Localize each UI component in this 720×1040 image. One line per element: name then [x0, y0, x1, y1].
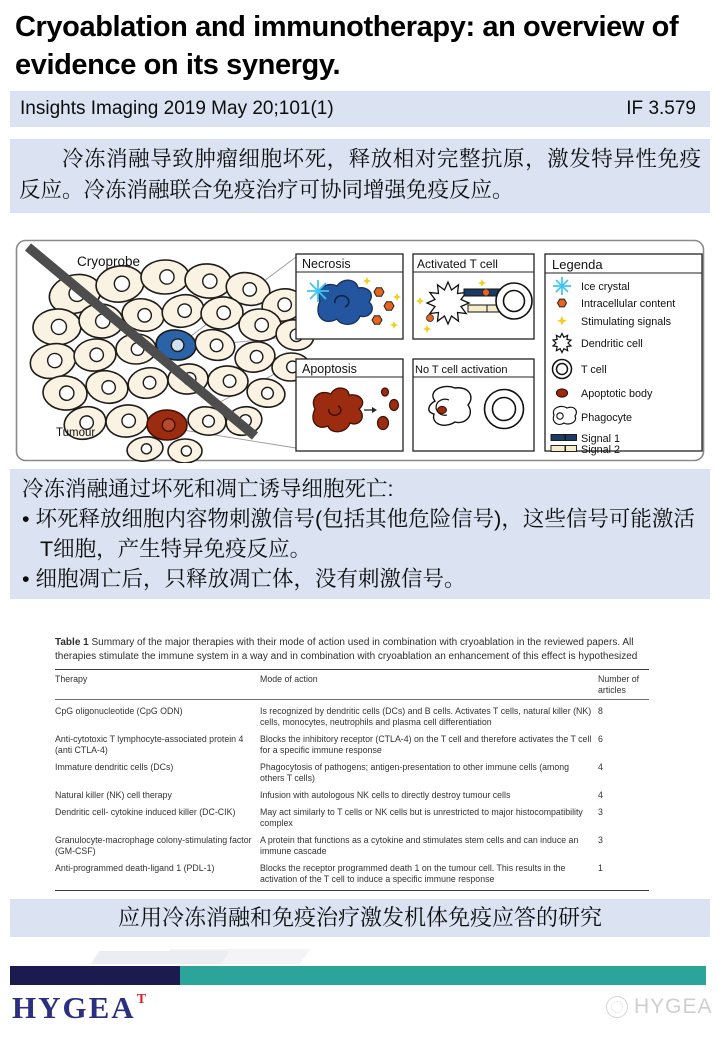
footer-teal-bar	[180, 966, 706, 985]
bottom-banner	[10, 899, 710, 937]
hygea-watermark	[606, 995, 713, 1019]
cell-mode-of-action: A protein that functions as a cytokine and stimulates stem cells and can induce an immune cascade	[260, 835, 579, 856]
legend-title: Legenda	[552, 257, 603, 272]
table-row	[55, 756, 649, 784]
hygea-logo	[12, 990, 146, 1026]
legend-label-phagocyte: Phagocyte	[581, 412, 633, 424]
cell-mode-of-action: Phagocytosis of pathogens; antigen-presentation to other immune cells (among others T cells)	[260, 762, 570, 783]
bullet-item: • 细胞凋亡后，只释放凋亡体，没有刺激信号。	[22, 564, 698, 594]
cell-therapy: Granulocyte-macrophage colony-stimulating factor (GM-CSF)	[55, 835, 252, 856]
phagocyte-icon	[429, 386, 471, 425]
hygea-watermark-text: HYGEA	[634, 995, 713, 1018]
hygea-stamp-icon	[606, 996, 628, 1018]
cell-therapy: Dendritic cell- cytokine induced killer (DC-CIK)	[55, 807, 236, 817]
table-body	[55, 700, 649, 891]
hygea-logo-text: HYGEA	[12, 990, 136, 1025]
legend-apoptotic-icon	[557, 389, 568, 397]
legend-label-signal1: Signal 1	[581, 433, 621, 445]
tumour-label: Tumour	[56, 427, 96, 439]
table-row	[55, 801, 649, 829]
cell-therapy: Anti-programmed death-ligand 1 (PDL-1)	[55, 863, 215, 873]
legend-label-tcell: T cell	[581, 364, 607, 376]
legend-label-signal2: Signal 2	[581, 444, 621, 456]
cell-mode-of-action: Blocks the receptor programmed death 1 on the tumour cell. This results in the activation of the T cell to induce a specific immune response	[260, 863, 566, 884]
t-cell-inactive-inner	[493, 398, 516, 421]
legend-signal1-icon	[551, 435, 577, 441]
legend-label-apoptotic: Apoptotic body	[581, 388, 653, 400]
legend-intracellular-icon	[558, 299, 567, 307]
journal-citation: Insights Imaging 2019 May 20;101(1)	[20, 98, 334, 119]
bullet-item: • 坏死释放细胞内容物刺激信号(包括其他危险信号)，这些信号可能激活T细胞，产生特异免疫反应。	[22, 504, 698, 564]
legend-label-dendritic: Dendritic cell	[581, 338, 643, 350]
cell-therapy: CpG oligonucleotide (CpG ODN)	[55, 706, 183, 716]
cell-therapy: Natural killer (NK) cell therapy	[55, 790, 172, 800]
col-mode-of-action: Mode of action	[260, 674, 318, 684]
legend-label-stimulating: Stimulating signals	[581, 316, 672, 328]
bottom-banner-text: 应用冷冻消融和免疫治疗激发机体免疫应答的研究	[117, 905, 602, 930]
cell-articles: 1	[598, 863, 603, 873]
table-row	[55, 728, 649, 756]
cell-mode-of-action: Is recognized by dendritic cells (DCs) and B cells. Activates T cells, natural killer (NK) cells, monocytes, neutrophils and plasma cell differentiation	[260, 706, 592, 727]
panel-activated-t-cell	[413, 254, 534, 339]
figure-cryoablation	[15, 239, 705, 463]
journal-bar	[10, 91, 710, 127]
title-line2: evidence on its synergy.	[15, 49, 341, 81]
tumour-cell	[168, 439, 202, 463]
cell-articles: 3	[598, 807, 603, 817]
summary-box-1-text: 冷冻消融导致肿瘤细胞坏死，释放相对完整抗原，激发特异性免疫反应。冷冻消融联合免疫治疗可协同增强免疫反应。	[19, 147, 701, 202]
cryoprobe-label: Cryoprobe	[77, 254, 141, 269]
therapy-table	[55, 636, 649, 891]
cell-articles: 4	[598, 762, 603, 772]
t-cell-inner	[504, 291, 525, 312]
page-title	[15, 8, 710, 84]
legend-tcell-inner	[557, 364, 568, 375]
table-caption-text: Summary of the major therapies with their mode of action used in combination with cryoablation in the reviewed papers. All therapies stimulate the immune system in a way and in combination with cryoablation an enhancement of this effect is hypothesized	[55, 637, 638, 662]
summary-box-2-bullets	[22, 504, 698, 594]
legend-phagocyte-icon	[553, 406, 576, 424]
col-number-of-articles: Number of articles	[598, 674, 640, 695]
legend-label-ice: Ice crystal	[581, 281, 630, 293]
summary-box-1	[10, 139, 710, 213]
title-line1: Cryoablation and immunotherapy: an overview of	[15, 11, 679, 43]
cell-mode-of-action: Infusion with autologous NK cells to directly destroy tumour cells	[260, 790, 511, 800]
cell-therapy: Immature dendritic cells (DCs)	[55, 762, 174, 772]
table-header	[55, 669, 649, 700]
cell-therapy: Anti-cytotoxic T lymphocyte-associated protein 4 (anti CTLA-4)	[55, 734, 244, 755]
table-row	[55, 700, 649, 728]
cell-articles: 4	[598, 790, 603, 800]
panel-activated-title: Activated T cell	[417, 257, 498, 271]
legend-signal2-icon	[551, 446, 577, 452]
cell-articles: 6	[598, 734, 603, 744]
tumour-cell	[238, 308, 281, 341]
cell-articles: 8	[598, 706, 603, 716]
table-row	[55, 829, 649, 857]
apoptotic-cell	[147, 410, 188, 441]
footer-navy-bar	[10, 966, 180, 985]
tumour-cell	[141, 260, 190, 295]
panel-apoptosis-title: Apoptosis	[302, 362, 357, 376]
summary-box-2	[10, 469, 710, 599]
table-caption-label: Table 1	[55, 637, 89, 648]
cell-articles: 3	[598, 835, 603, 845]
figure-legend	[545, 254, 702, 456]
legend-label-intracellular: Intracellular content	[581, 298, 676, 310]
table-caption	[55, 636, 649, 663]
impact-factor: IF 3.579	[626, 98, 696, 119]
col-therapy: Therapy	[55, 674, 88, 684]
panel-necrosis-title: Necrosis	[302, 257, 351, 271]
panel-apoptosis	[296, 359, 403, 451]
cell-mode-of-action: May act similarly to T cells or NK cells but is unrestricted to major histocompatibility complex	[260, 807, 583, 828]
panel-necrosis	[296, 254, 403, 339]
ice-crystal-icon	[307, 280, 329, 302]
hygea-trademark-mark: T	[136, 992, 147, 1007]
table-row	[55, 784, 649, 801]
panel-no-t-cell-activation	[413, 359, 534, 451]
panel-no-activation-title: No T cell activation	[415, 364, 508, 376]
footer-decoration2	[90, 951, 229, 964]
intracellular-dot	[483, 289, 490, 296]
cell-mode-of-action: Blocks the inhibitory receptor (CTLA-4) on the T cell and therefore activates the T cell for a specific immune response	[260, 734, 592, 755]
intracellular-dot2	[427, 315, 434, 322]
table-row	[55, 857, 649, 885]
summary-box-2-heading: 冷冻消融通过坏死和凋亡诱导细胞死亡:	[22, 477, 394, 501]
